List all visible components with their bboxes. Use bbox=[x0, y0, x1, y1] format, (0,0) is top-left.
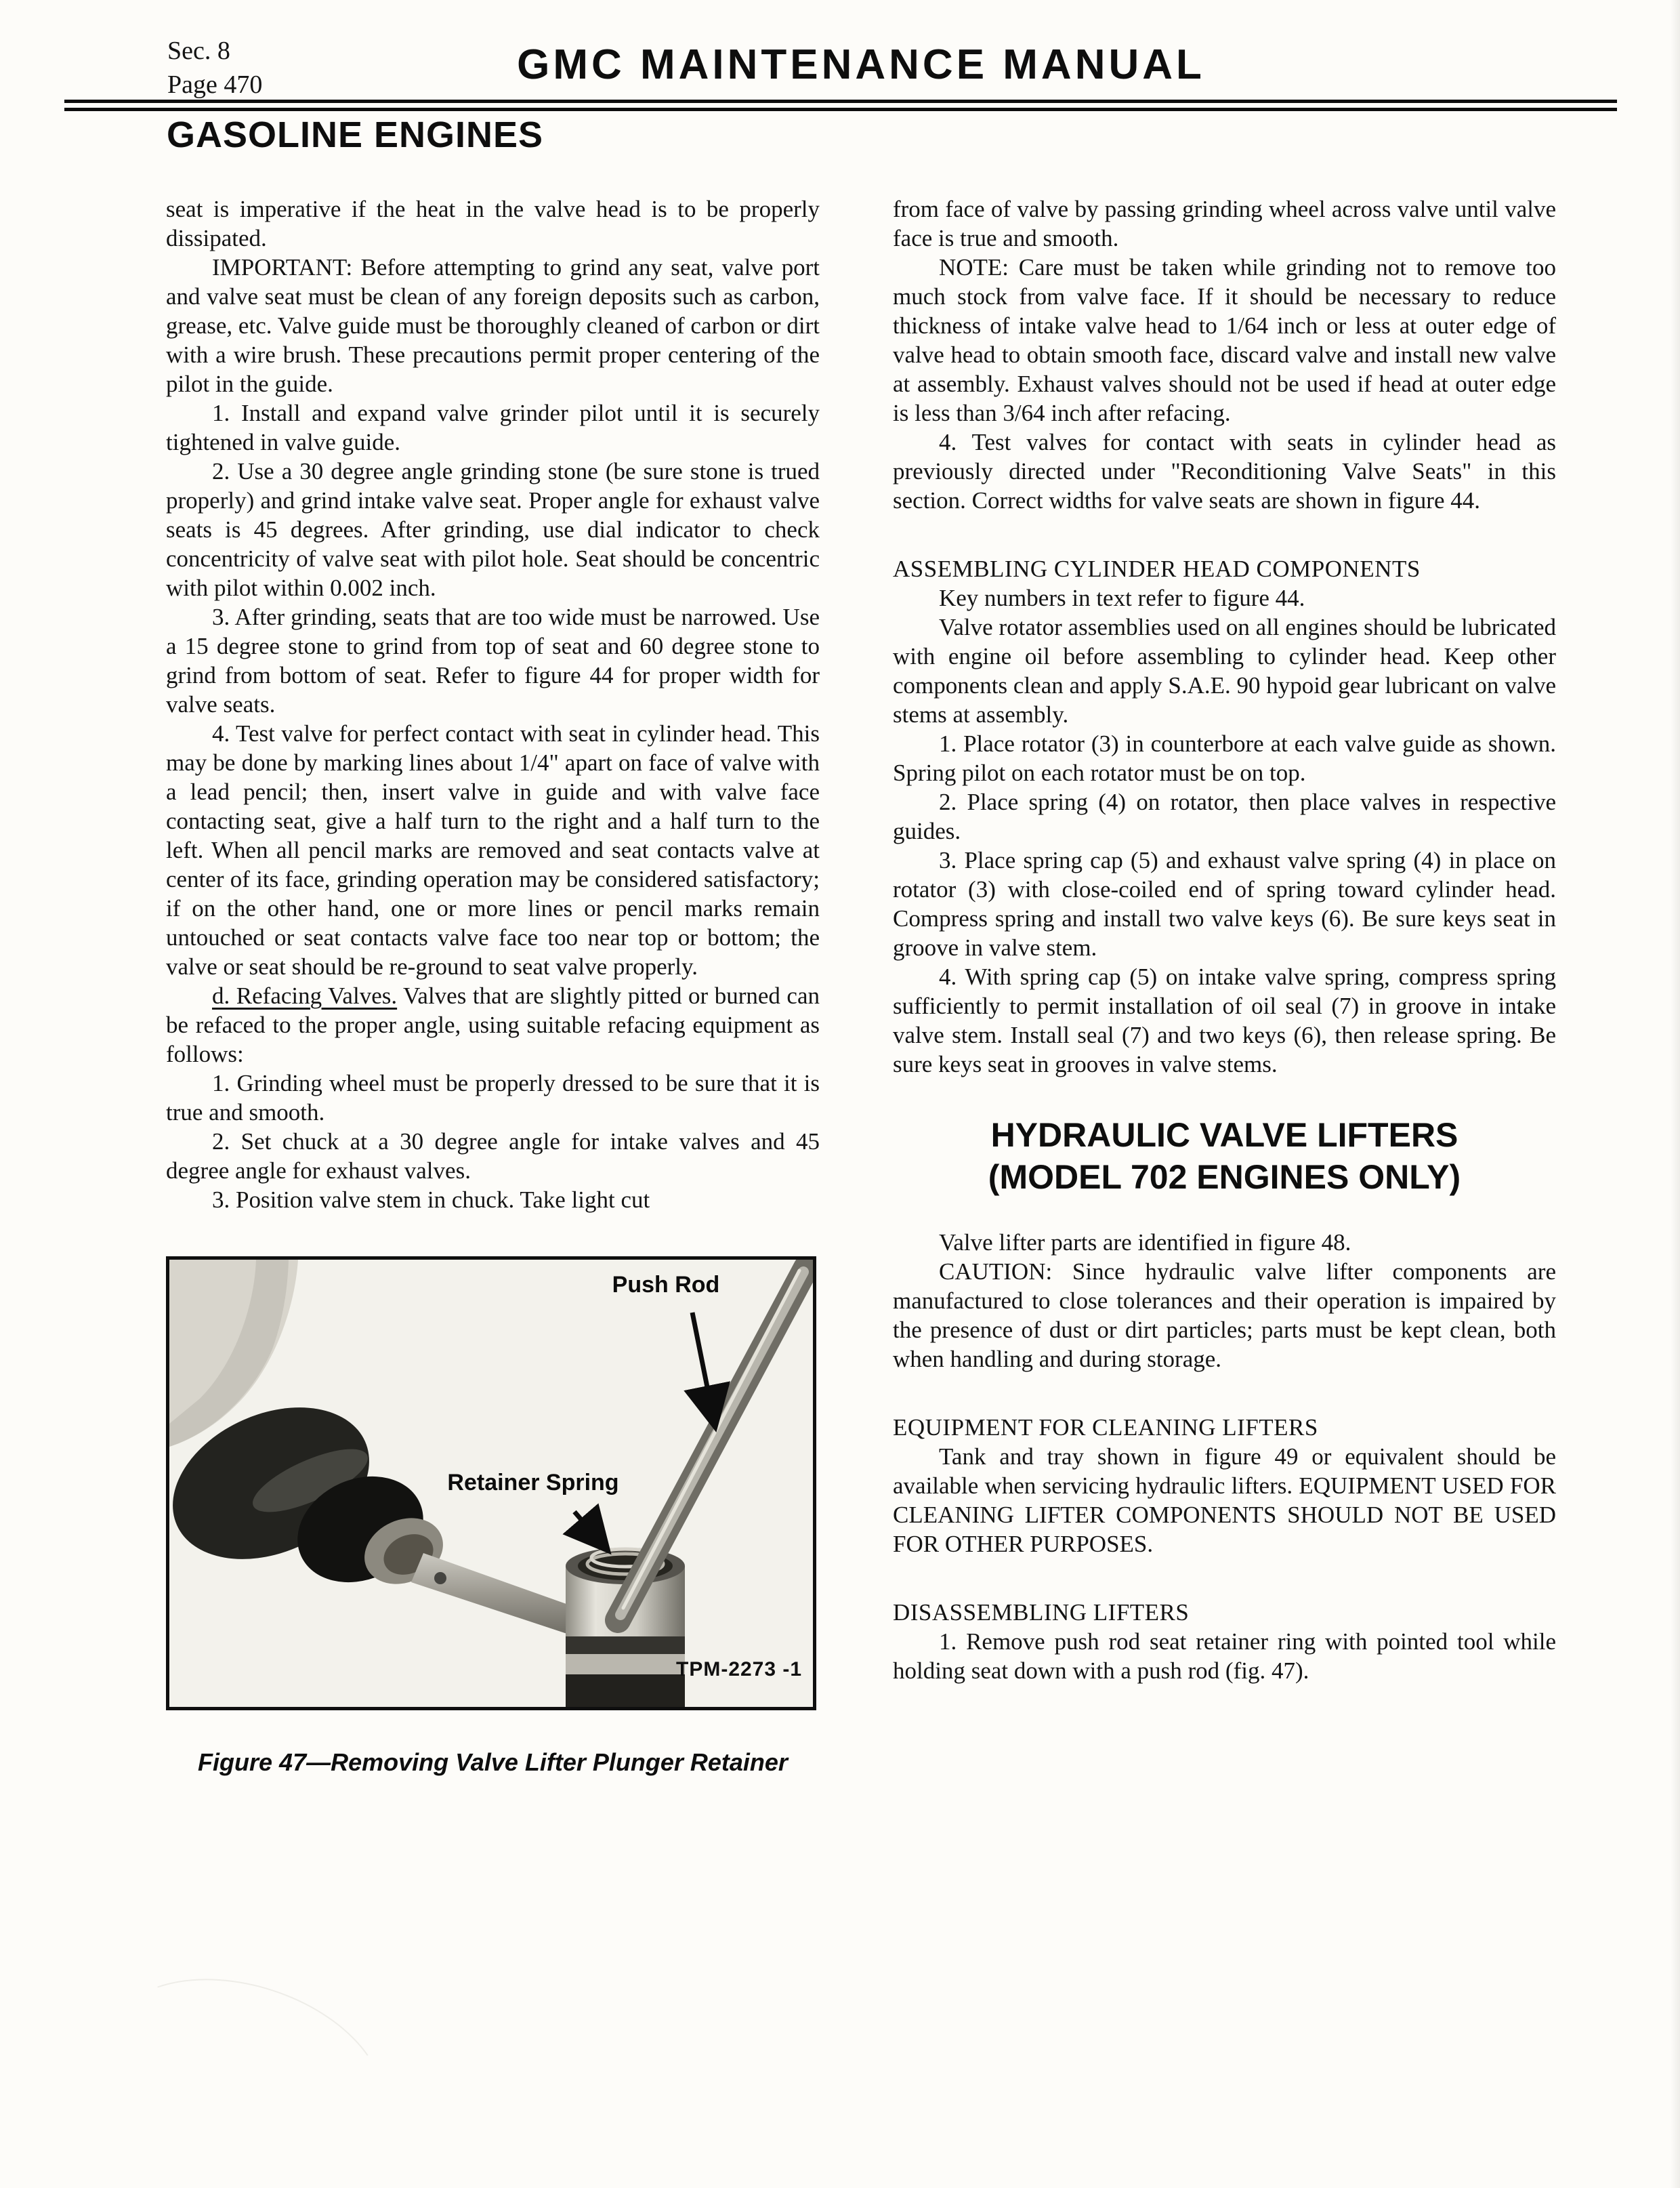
list-item: 2. Place spring (4) on rotator, then place valves in respective guides. bbox=[893, 789, 1556, 844]
right-column bbox=[893, 194, 1556, 1777]
scan-wrinkle-artifact bbox=[81, 1945, 410, 2188]
list-item: 3. After grinding, seats that are too wide must be narrowed. Use a 15 degree stone to grind from top of seat and 60 degree stone to grind from bottom of seat. Refer to figure 44 for proper width for valve seats. bbox=[166, 604, 820, 718]
left-column bbox=[166, 194, 820, 1777]
underlined-lead: d. Refacing Valves. bbox=[212, 983, 398, 1009]
paragraph: Key numbers in text refer to figure 44. bbox=[939, 585, 1305, 611]
paragraph: seat is imperative if the heat in the valve head is to be properly dissipated. bbox=[166, 196, 820, 251]
list-item: 4. Test valves for contact with seats in cylinder head as previously directed under "Reconditioning Valve Seats" in this section. Correct widths for valve seats are shown in figure 44. bbox=[893, 429, 1556, 514]
paragraph: Valve lifter parts are identified in figure 48. bbox=[939, 1229, 1351, 1256]
list-item: 1. Install and expand valve grinder pilot until it is securely tightened in valve guide. bbox=[166, 400, 820, 455]
list-item: 4. With spring cap (5) on intake valve spring, compress spring sufficiently to permit installation of oil seal (7) in groove in intake valve stem. Install seal (7) and two keys (6), then release spring. Be sure keys seat in grooves in valve stems. bbox=[893, 964, 1556, 1077]
photo-id: TPM-2273 -1 bbox=[676, 1658, 803, 1680]
paragraph: Valve rotator assemblies used on all engines should be lubricated with engine oil before assembling to cylinder head. Keep other components clean and apply S.A.E. 90 hypoid gear lubricant on valve stems at assembly. bbox=[893, 614, 1556, 728]
paragraph: from face of valve by passing grinding wheel across valve until valve face is true and smooth. bbox=[893, 196, 1556, 251]
paragraph-note: NOTE: Care must be taken while grinding not to remove too much stock from valve face. If it should be necessary to reduce thickness of intake valve head to 1/64 inch or less at outer edge of valve head to obtain smooth face, discard valve and install new valve at assembly. Exhaust valves should not be used if head at outer edge is less than 3/64 inch after refacing. bbox=[893, 254, 1556, 426]
list-item: 3. Position valve stem in chuck. Take light cut bbox=[212, 1186, 650, 1213]
header-rule-top bbox=[64, 100, 1617, 103]
scan-edge-artifact bbox=[1671, 0, 1680, 2188]
heading-assembling-cylinder-head: ASSEMBLING CYLINDER HEAD COMPONENTS bbox=[893, 556, 1421, 582]
list-item: 1. Grinding wheel must be properly dressed to be sure that it is true and smooth. bbox=[166, 1070, 820, 1126]
list-item: 2. Set chuck at a 30 degree angle for intake valves and 45 degree angle for exhaust valves. bbox=[166, 1128, 820, 1184]
heading-equipment-for-cleaning: EQUIPMENT FOR CLEANING LIFTERS bbox=[893, 1414, 1318, 1441]
two-column-text bbox=[166, 194, 1556, 1777]
paragraph-important: IMPORTANT: Before attempting to grind any seat, valve port and valve seat must be clean of any foreign deposits such as carbon, grease, etc. Valve guide must be thoroughly cleaned of carbon or dirt with a wire brush. These precautions permit proper centering of the pilot in the guide. bbox=[166, 254, 820, 397]
figure-47 bbox=[166, 1256, 820, 1777]
list-item: 4. Test valve for perfect contact with seat in cylinder head. This may be done by marking lines about 1/4" apart on face of valve with a lead pencil; then, insert valve in guide and with valve face contacting seat, give a half turn to the right and a half turn to the left. When all pencil marks are removed and seat contacts valve at center of its face, grinding operation may be considered satisfactory; if on the other hand, one or more lines or pencil marks remain untouched or seat contacts valve face too near top or bottom; the valve or seat should be re-ground to seat valve properly. bbox=[166, 720, 820, 980]
retainer-spring-label: Retainer Spring bbox=[447, 1470, 619, 1495]
section-number: Sec. 8 bbox=[167, 37, 230, 65]
paragraph-refacing-valves bbox=[166, 981, 820, 1069]
list-item: 3. Place spring cap (5) and exhaust valve spring (4) in place on rotator (3) with close-coiled end of spring toward cylinder head. Compress spring and install two valve keys (6). Be sure keys seat in groove in valve stem. bbox=[893, 847, 1556, 961]
list-item: 1. Remove push rod seat retainer ring with pointed tool while holding seat down with a push rod (fig. 47). bbox=[893, 1628, 1556, 1684]
paragraph-caution: CAUTION: Since hydraulic valve lifter components are manufactured to close tolerances and their operation is impaired by the presence of dust or dirt particles; parts must be kept clean, both when handling and during storage. bbox=[893, 1258, 1556, 1372]
heading-line-2: (MODEL 702 ENGINES ONLY) bbox=[988, 1158, 1461, 1196]
chapter-title: GASOLINE ENGINES bbox=[167, 115, 544, 155]
push-rod-label: Push Rod bbox=[612, 1272, 720, 1298]
figure-photo bbox=[166, 1256, 816, 1710]
header-rule-bottom bbox=[64, 108, 1617, 111]
list-item: 2. Use a 30 degree angle grinding stone (be sure stone is trued properly) and grind intake valve seat. Proper angle for exhaust valve seats is 45 degrees. After grinding, use dial indicator to check concentricity of valve seat with pilot hole. Seat should be concentric with pilot within 0.002 inch. bbox=[166, 458, 820, 601]
figure-caption: Figure 47—Removing Valve Lifter Plunger Retainer bbox=[198, 1748, 788, 1776]
page-number: Page 470 bbox=[167, 70, 263, 99]
heading-hydraulic-valve-lifters bbox=[893, 1114, 1556, 1198]
list-item: 1. Place rotator (3) in counterbore at each valve guide as shown. Spring pilot on each rotator must be on top. bbox=[893, 730, 1556, 786]
manual-title: GMC MAINTENANCE MANUAL bbox=[517, 41, 1205, 88]
paragraph: Tank and tray shown in figure 49 or equivalent should be available when servicing hydraulic lifters. EQUIPMENT USED FOR CLEANING LIFTER COMPONENTS SHOULD NOT BE USED FOR OTHER PURPOSES. bbox=[893, 1443, 1556, 1557]
paragraph-rest: Valves that are slightly pitted or burned can be refaced to the proper angle, using suitable refacing equipment as follows: bbox=[166, 983, 820, 1067]
heading-line-1: HYDRAULIC VALVE LIFTERS bbox=[990, 1116, 1458, 1154]
heading-disassembling-lifters: DISASSEMBLING LIFTERS bbox=[893, 1599, 1190, 1626]
